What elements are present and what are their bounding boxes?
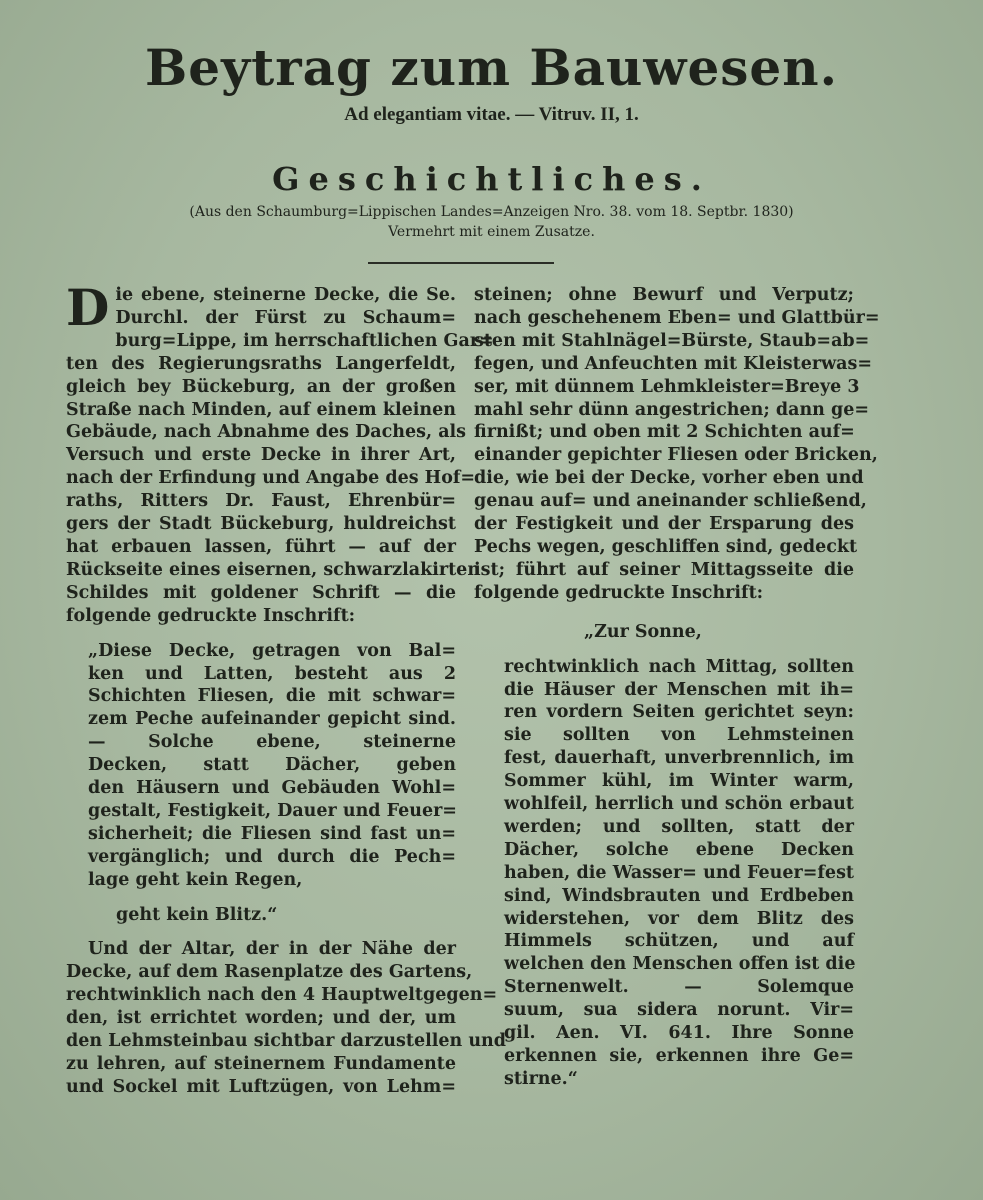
source-note <box>0 202 983 242</box>
text-line: welchen den Menschen offen ist die <box>504 954 856 975</box>
text-line: gestalt, Festigkeit, Dauer und Feuer= <box>88 800 457 821</box>
text-line: folgende gedruckte Inschrift: <box>474 582 764 603</box>
text-line: erkennen sie, erkennen ihre Ge= <box>504 1046 854 1066</box>
text-line: Pechs wegen, geschliffen sind, gedeckt <box>474 536 858 557</box>
text-line: firnißt; und oben mit 2 Schichten auf= <box>474 422 855 443</box>
text-line: ist; führt auf seiner Mittagsseite die <box>474 559 854 580</box>
text-line: fest, dauerhaft, unverbrennlich, im <box>504 748 854 769</box>
text-line: vergänglich; und durch die Pech= <box>88 846 456 867</box>
text-line: raths, Ritters Dr. Faust, Ehrenbür= <box>66 491 456 512</box>
text-line: einander gepichter Fliesen oder Bricken, <box>474 445 878 466</box>
left-column <box>66 278 507 1099</box>
text-line: Schichten Fliesen, die mit schwar= <box>88 686 456 707</box>
text-line: werden; und sollten, statt der <box>504 816 854 837</box>
text-line: suum, sua sidera norunt. Vir= <box>504 1000 854 1021</box>
text-line: den, ist errichtet worden; und der, um <box>66 1008 456 1029</box>
text-line: wohlfeil, herrlich und schön erbaut <box>504 794 854 815</box>
motto: Ad elegantiam vitae. — Vitruv. II, 1. <box>344 104 639 125</box>
text-line: — Solche ebene, steinerne <box>88 732 456 753</box>
source-line: Vermehrt mit einem Zusatze. <box>388 224 595 240</box>
text-line: fegen, und Anfeuchten mit Kleisterwas= <box>474 353 873 374</box>
text-line: Durchl. der Fürst zu Schaum= <box>115 307 456 328</box>
text-line: „Diese Decke, getragen von Bal= <box>88 640 456 661</box>
text-line: gil. Aen. VI. 641. Ihre Sonne <box>504 1023 854 1044</box>
text-line: sten mit Stahlnägel=Bürste, Staub=ab= <box>474 330 870 351</box>
text-line: genau auf= und aneinander schließend, <box>474 491 867 512</box>
text-line: „Zur Sonne, <box>584 621 702 642</box>
text-line: stirne.“ <box>504 1068 578 1089</box>
text-line: ie ebene, steinerne Decke, die Se. <box>115 285 456 305</box>
drop-cap: D <box>66 278 110 337</box>
text-line: zem Peche aufeinander gepicht sind. <box>88 709 456 730</box>
text-line: sind, Windsbrauten und Erdbeben <box>504 885 854 906</box>
text-line: Dächer, solche ebene Decken <box>504 839 854 860</box>
text-line: burg=Lippe, im herrschaftlichen Gar= <box>115 330 494 351</box>
inscription-quote <box>474 656 854 1091</box>
paragraph <box>474 284 880 605</box>
text-line: Himmels schützen, und auf <box>504 931 854 952</box>
text-line: Versuch und erste Decke in ihrer Art, <box>66 445 456 466</box>
text-line: widerstehen, vor dem Blitz des <box>504 908 854 929</box>
text-line: gleich bey Bückeburg, an der großen <box>66 376 456 397</box>
text-line: haben, die Wasser= und Feuer=fest <box>504 862 854 883</box>
right-column <box>474 284 880 1091</box>
section-title: Geschichtliches. <box>272 160 711 198</box>
text-line: der Festigkeit und der Ersparung des <box>474 514 854 535</box>
text-line: den Häusern und Gebäuden Wohl= <box>88 778 456 799</box>
text-line: nach der Erfindung und Angabe des Hof= <box>66 468 476 489</box>
text-line: rechtwinklich nach den 4 Hauptweltgegen= <box>66 985 498 1006</box>
text-line: die Häuser der Menschen mit ih= <box>504 679 854 700</box>
text-line: Decke, auf dem Rasenplatze des Gartens, <box>66 962 473 983</box>
text-line: Rückseite eines eisernen, schwarzlakirten <box>66 559 481 580</box>
text-line: Straße nach Minden, auf einem kleinen <box>66 399 456 420</box>
text-line: sie sollten von Lehmsteinen <box>504 725 854 746</box>
paragraph <box>66 278 494 628</box>
text-line: ren vordern Seiten gerichtet seyn: <box>504 702 854 723</box>
quote-end <box>66 904 456 927</box>
text-line: Und der Altar, der in der Nähe der <box>88 939 456 960</box>
text-line: steinen; ohne Bewurf und Verputz; <box>474 285 854 305</box>
text-line: ten des Regierungsraths Langerfeldt, <box>66 353 456 374</box>
source-line: (Aus den Schaumburg=Lippischen Landes=Anzeigen Nro. 38. vom 18. Septbr. 1830) <box>189 204 794 220</box>
text-line: mahl sehr dünn angestrichen; dann ge= <box>474 399 870 420</box>
text-line: Gebäude, nach Abnahme des Daches, als <box>66 422 467 443</box>
text-line: und Sockel mit Luftzügen, von Lehm= <box>66 1076 456 1097</box>
text-line: ken und Latten, besteht aus 2 <box>88 663 456 684</box>
text-line: den Lehmsteinbau sichtbar darzustellen und <box>66 1031 507 1052</box>
text-line: ser, mit dünnem Lehmkleister=Breye 3 <box>474 376 860 397</box>
quote-head <box>474 621 854 644</box>
page-title: Beytrag zum Bauwesen. <box>145 38 838 97</box>
text-line: Sternenwelt. — Solemque <box>504 977 854 998</box>
text-line: Schildes mit goldener Schrift — die <box>66 582 456 603</box>
text-line: lage geht kein Regen, <box>88 869 303 890</box>
text-line: nach geschehenem Eben= und Glattbür= <box>474 307 880 328</box>
text-line: gers der Stadt Bückeburg, huldreichst <box>66 514 456 535</box>
text-line: geht kein Blitz.“ <box>116 904 278 925</box>
text-line: sicherheit; die Fliesen sind fast un= <box>88 823 456 844</box>
text-line: Decken, statt Dächer, geben <box>88 755 456 776</box>
text-line: Sommer kühl, im Winter warm, <box>504 771 854 792</box>
text-line: rechtwinklich nach Mittag, sollten <box>504 656 854 677</box>
text-line: die, wie bei der Decke, vorher eben und <box>474 468 864 489</box>
inscription-quote <box>66 640 456 892</box>
paragraph <box>66 938 507 1098</box>
text-line: zu lehren, auf steinernem Fundamente <box>66 1054 456 1074</box>
text-line: hat erbauen lassen, führt — auf der <box>66 536 456 557</box>
text-line: folgende gedruckte Inschrift: <box>66 605 356 626</box>
divider-rule <box>368 262 554 264</box>
